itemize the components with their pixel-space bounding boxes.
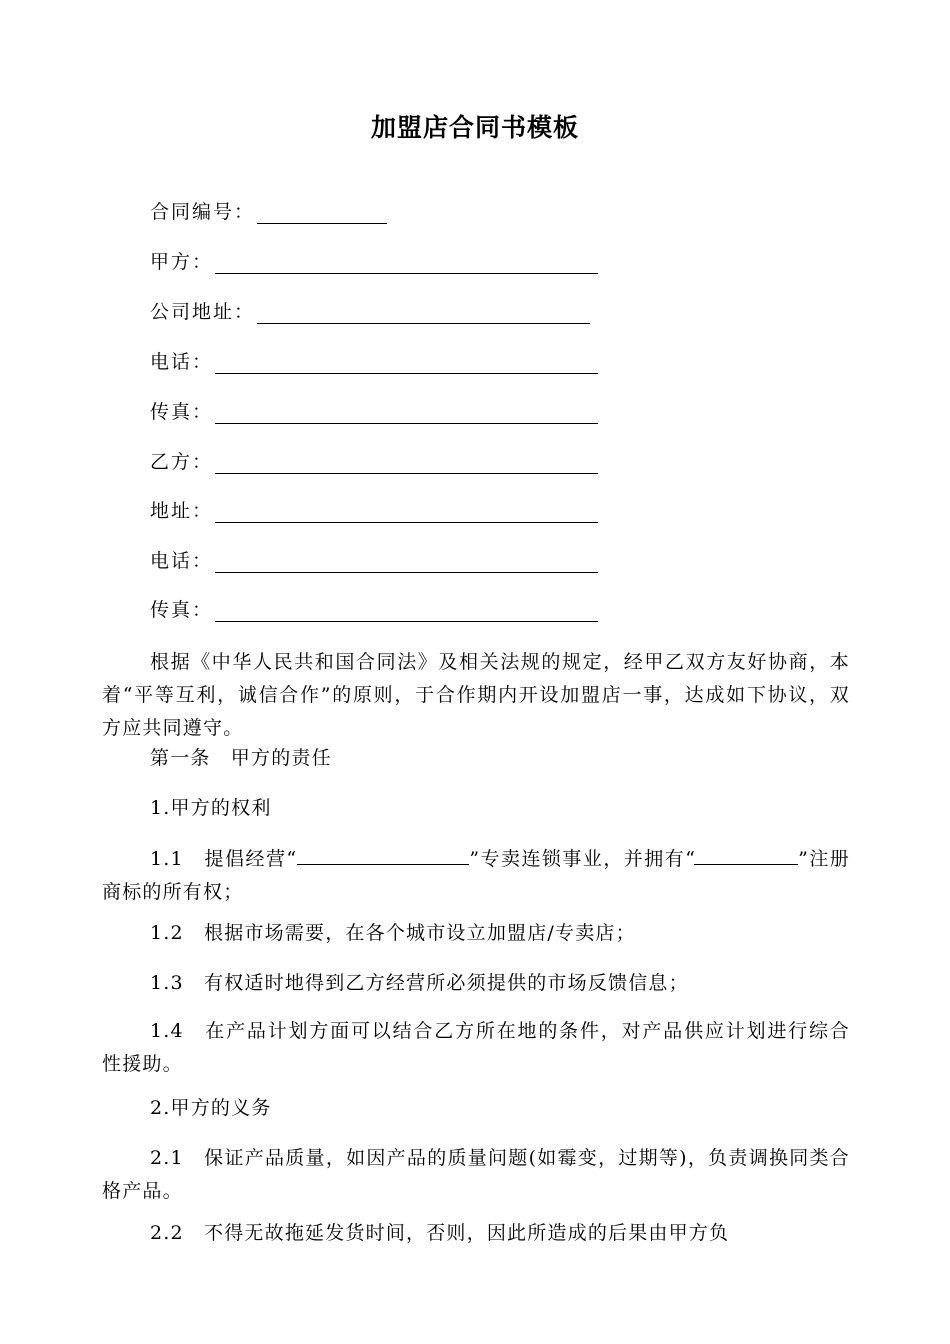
item-1-4: 1.4 在产品计划方面可以结合乙方所在地的条件，对产品供应计划进行综合性援助。 bbox=[102, 1020, 850, 1075]
party-b-fax-blank bbox=[215, 601, 598, 622]
article-1-heading: 第一条 甲方的责任 bbox=[150, 747, 332, 769]
field-label: 公司地址： bbox=[150, 301, 256, 323]
party-a-phone-field bbox=[150, 350, 598, 374]
company-address-blank bbox=[257, 303, 590, 324]
field-label: 合同编号： bbox=[150, 201, 256, 223]
field-label: 传真： bbox=[150, 599, 214, 621]
field-label: 乙方： bbox=[150, 451, 214, 473]
item-1-1-part-a: 1.1 提倡经营“ bbox=[150, 848, 298, 870]
party-b-address-blank bbox=[215, 502, 598, 523]
party-a-blank bbox=[215, 253, 598, 274]
party-b-phone-blank bbox=[215, 552, 598, 573]
item-2-1: 2.1 保证产品质量，如因产品的质量问题(如霉变，过期等)，负责调换同类合格产品。 bbox=[102, 1147, 850, 1202]
item-1-3: 1.3 有权适时地得到乙方经营所必须提供的市场反馈信息； bbox=[150, 972, 689, 994]
item-1-1 bbox=[102, 843, 850, 909]
trademark-blank-end bbox=[694, 846, 798, 865]
product-name-blank bbox=[297, 846, 469, 865]
item-1-1-part-b: ”专卖连锁事业，并拥有“ bbox=[469, 848, 697, 870]
field-label: 地址： bbox=[150, 500, 214, 522]
field-label: 传真： bbox=[150, 401, 214, 423]
item-2-2: 2.2 不得无故拖延发货时间，否则，因此所造成的后果由甲方负 bbox=[150, 1222, 730, 1244]
party-b-phone-field bbox=[150, 549, 598, 573]
item-1-2: 1.2 根据市场需要，在各个城市设立加盟店/专卖店； bbox=[150, 922, 636, 944]
party-b-address-field bbox=[150, 499, 598, 523]
party-b-field bbox=[150, 450, 598, 474]
contract-number-field bbox=[150, 200, 387, 224]
party-a-phone-blank bbox=[215, 353, 598, 374]
company-address-field bbox=[150, 300, 590, 324]
party-a-fax-blank bbox=[215, 403, 598, 424]
party-a-fax-field bbox=[150, 400, 598, 424]
document-title: 加盟店合同书模板 bbox=[370, 113, 579, 142]
field-label: 甲方： bbox=[150, 251, 214, 273]
party-b-blank bbox=[215, 453, 598, 474]
party-a-field bbox=[150, 250, 598, 274]
item-1-1-part-c: ”注册商标的所有权； bbox=[102, 848, 850, 903]
intro-paragraph: 根据《中华人民共和国合同法》及相关法规的规定，经甲乙双方友好协商，本着“平等互利，诚信合作”的原则，于合作期内开设加盟店一事，达成如下协议，双方应共同遵守。 bbox=[102, 651, 850, 739]
field-label: 电话： bbox=[150, 550, 214, 572]
party-b-fax-field bbox=[150, 598, 598, 622]
field-label: 电话： bbox=[150, 351, 214, 373]
rights-heading: 1.甲方的权利 bbox=[150, 797, 272, 819]
contract-number-blank bbox=[257, 203, 387, 224]
duties-heading: 2.甲方的义务 bbox=[150, 1097, 272, 1119]
